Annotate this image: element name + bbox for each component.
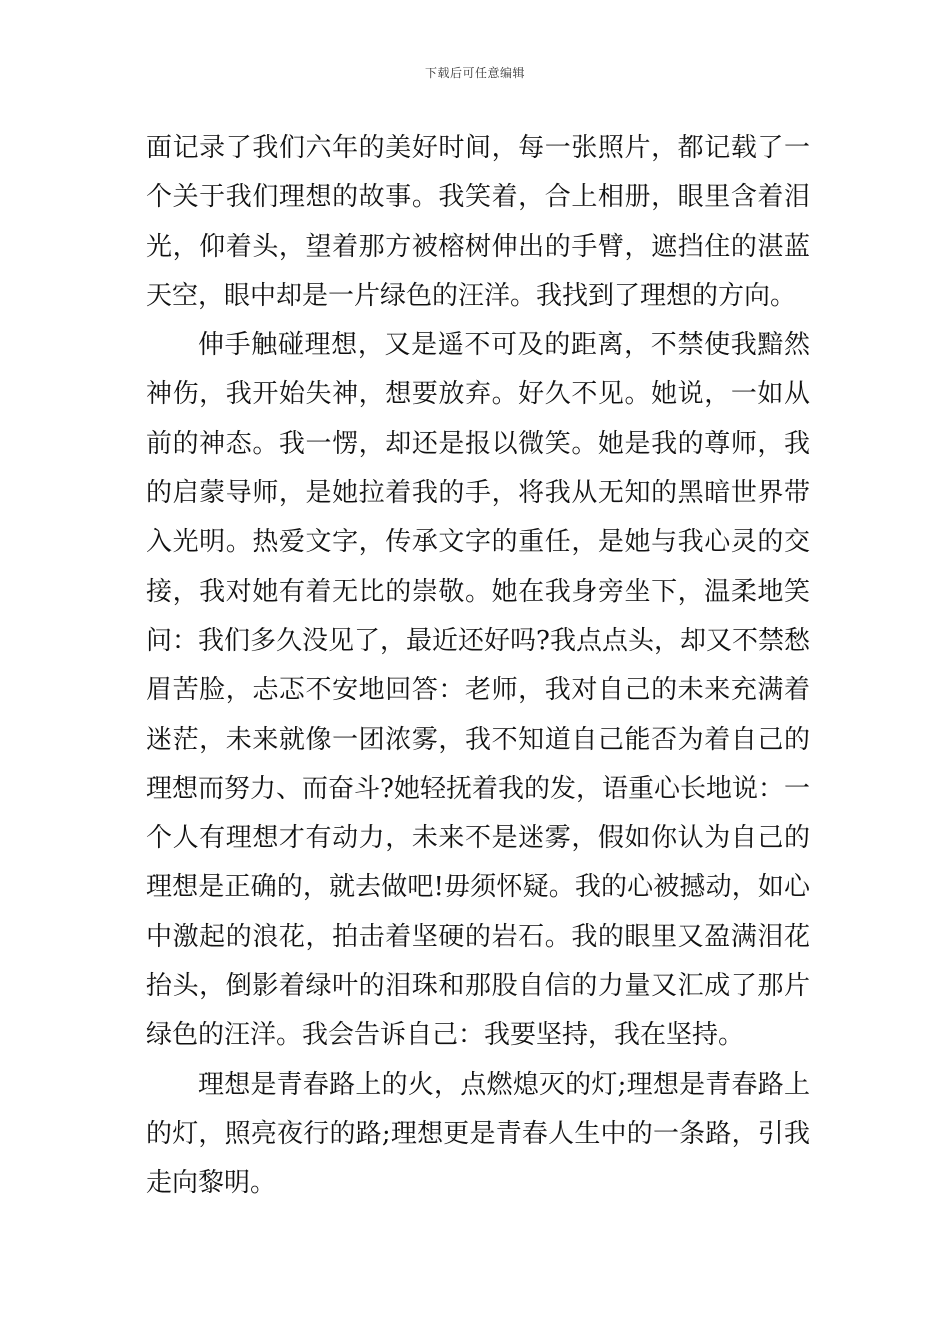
paragraph-1: 面记录了我们六年的美好时间，每一张照片，都记载了一个关于我们理想的故事。我笑着，合上相册，眼里含着泪光，仰着头，望着那方被榕树伸出的手臂，遮挡住的湛蓝天空，眼中却是一片绿色的汪洋。我找到了理想的方向。 [146, 133, 810, 311]
paragraph-3: 理想是青春路上的火，点燃熄灭的灯;理想是青春路上的灯，照亮夜行的路;理想更是青春人生中的一条路，引我走向黎明。 [146, 1069, 810, 1199]
paragraph-2: 伸手触碰理想，又是遥不可及的距离，不禁使我黯然神伤，我开始失神，想要放弃。好久不见。她说，一如从前的神态。我一愣，却还是报以微笑。她是我的尊师，我的启蒙导师，是她拉着我的手，将我从无知的黑暗世界带入光明。热爱文字，传承文字的重任，是她与我心灵的交接，我对她有着无比的崇敬。她在我身旁坐下，温柔地笑问：我们多久没见了，最近还好吗?我点点头，却又不禁愁眉苦脸，忐忑不安地回答：老师，我对自己的未来充满着迷茫，未来就像一团浓雾，我不知道自己能否为着自己的理想而努力、而奋斗?她轻抚着我的发，语重心长地说：一个人有理想才有动力，未来不是迷雾，假如你认为自己的理想是正确的，就去做吧!毋须怀疑。我的心被撼动，如心中激起的浪花，拍击着坚硬的岩石。我的眼里又盈满泪花抬头，倒影着绿叶的泪珠和那股自信的力量又汇成了那片绿色的汪洋。我会告诉自己：我要坚持，我在坚持。 [146, 330, 810, 1051]
document-body [146, 124, 810, 1209]
page-header-note: 下载后可任意编辑 [424, 66, 525, 80]
